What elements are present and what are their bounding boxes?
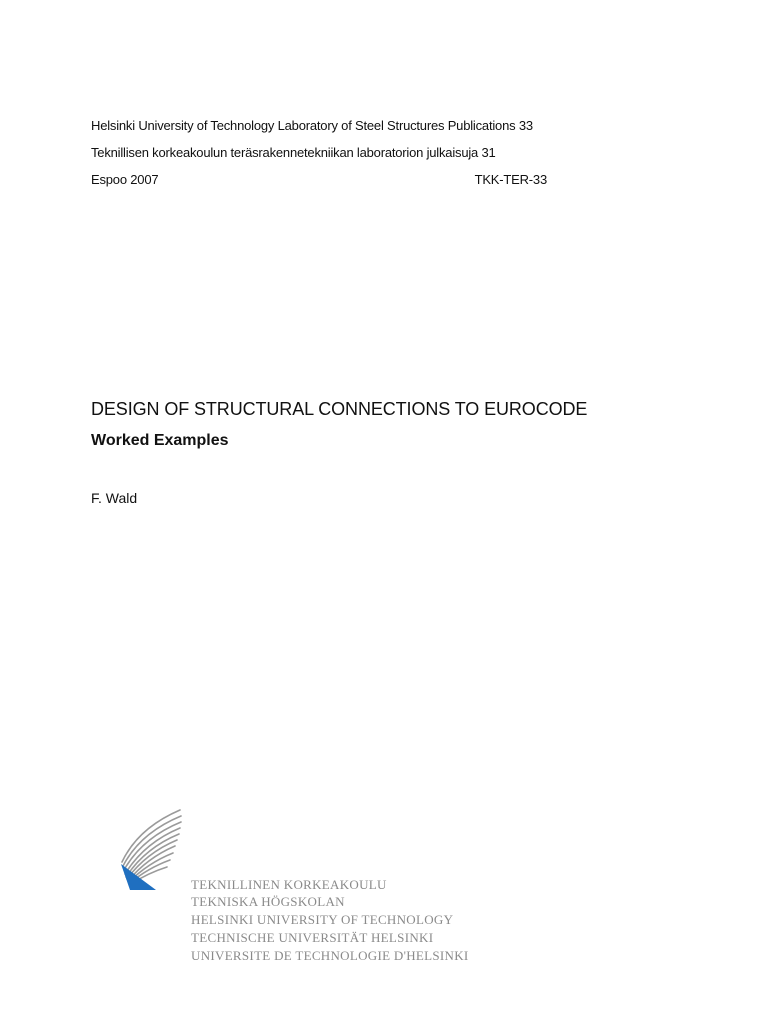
- publication-series-english: Helsinki University of Technology Laboratory of Steel Structures Publications 33: [91, 118, 533, 133]
- document-title: DESIGN OF STRUCTURAL CONNECTIONS TO EUROCODE: [91, 399, 588, 419]
- document-author: F. Wald: [91, 490, 138, 506]
- university-name-finnish: TEKNILLINEN KORKEAKOULU: [191, 877, 387, 892]
- publication-report-code: TKK-TER-33: [474, 172, 547, 187]
- publication-place-year: Espoo 2007: [91, 172, 159, 187]
- university-name-german: TECHNISCHE UNIVERSITÄT HELSINKI: [191, 930, 434, 945]
- university-name-english: HELSINKI UNIVERSITY OF TECHNOLOGY: [191, 912, 454, 927]
- university-name-swedish: TEKNISKA HÖGSKOLAN: [191, 894, 345, 909]
- document-subtitle: Worked Examples: [91, 432, 229, 449]
- university-logo-icon: [118, 806, 184, 894]
- publication-series-finnish: Teknillisen korkeakoulun teräsrakennetekniikan laboratorion julkaisuja 31: [91, 145, 496, 160]
- university-name-french: UNIVERSITE DE TECHNOLOGIE D'HELSINKI: [191, 948, 469, 963]
